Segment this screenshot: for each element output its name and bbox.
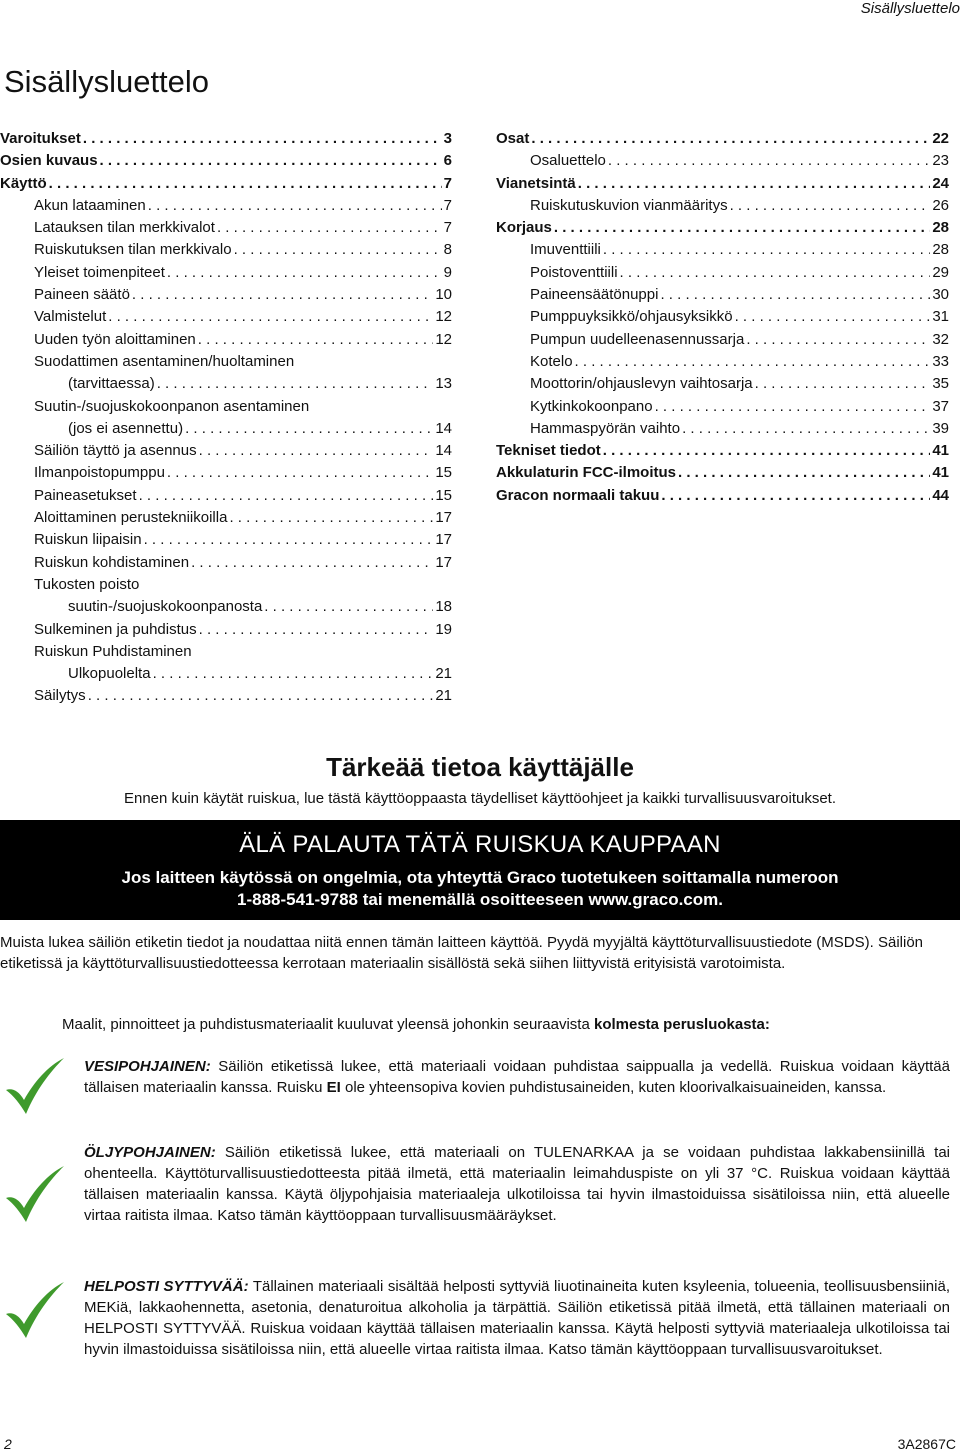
- toc-entry-page: 12: [435, 330, 452, 348]
- toc-dot-leader: [185, 418, 433, 440]
- toc-entry-title: Ulkopuolelta: [68, 665, 151, 683]
- checkmark-icon: [4, 1164, 66, 1226]
- toc-entry-page: 41: [932, 442, 949, 460]
- toc-dot-leader: [730, 195, 931, 217]
- category-label: VESIPOHJAINEN:: [84, 1058, 211, 1075]
- toc-entry-page: 39: [932, 419, 949, 437]
- toc-entry-page: 7: [443, 196, 452, 214]
- toc-dot-leader: [132, 284, 433, 306]
- toc-entry-page: 32: [932, 330, 949, 348]
- toc-entry-page: 7: [443, 219, 452, 237]
- msds-note: Muista lukea säiliön etiketin tiedot ja noudattaa niitä ennen tämän laitteen käyttöä. Pyydä myyjältä käyttöturvallisuustiedote (MSDS). Säiliön etiketissä ja käyttöturvallisuustiedotteessa kerrotaan materiaalin sisällöstä sekä siihen liittyvistä erityisistä varotoimista.: [0, 934, 923, 972]
- toc-entry-page: 19: [435, 620, 452, 638]
- category-body-2: ole yhteensopiva kovien puhdistusaineiden, kuten kloorivalkaisuaineiden, kanssa.: [340, 1079, 887, 1096]
- toc-dot-leader: [735, 306, 931, 328]
- toc-entry-title: Pumpun uudelleenasennussarja: [530, 330, 745, 348]
- toc-entry-page: 28: [932, 241, 949, 259]
- toc-entry-title: Hammaspyörän vaihto: [530, 419, 681, 437]
- toc-entry-page: 17: [435, 553, 452, 571]
- category-body-1: Säiliön etiketissä lukee, että materiaali voidaan puhdistaa saippualla ja vedellä. Ruiskua voidaan käyttää tällaisen materiaalin kanssa. Ruisku: [84, 1058, 950, 1096]
- toc-dot-leader: [661, 485, 930, 507]
- category-label: HELPOSTI SYTTYVÄÄ:: [84, 1278, 249, 1295]
- toc-entry[interactable]: [496, 128, 949, 150]
- toc-entry-title: Gracon normaali takuu: [496, 486, 660, 504]
- toc-entry[interactable]: [0, 262, 452, 284]
- toc-entry-title: Valmistelut: [34, 308, 107, 326]
- important-info-title: Tärkeää tietoa käyttäjälle: [326, 752, 634, 782]
- toc-entry-title: Poistoventtiili: [530, 263, 618, 281]
- toc-entry-title: Pumppuyksikkö/ohjausyksikkö: [530, 308, 733, 326]
- toc-entry-page: 8: [443, 241, 452, 259]
- toc-entry[interactable]: [496, 217, 949, 239]
- toc-dot-leader: [167, 262, 442, 284]
- toc-entry-title: Ruiskun liipaisin: [34, 531, 142, 549]
- toc-entry-title: Osien kuvaus: [0, 152, 98, 170]
- toc-dot-leader: [108, 306, 433, 328]
- toc-entry-page: 15: [435, 486, 452, 504]
- toc-entry-title: suutin-/suojuskokoonpanosta: [68, 598, 263, 616]
- toc-dot-leader: [199, 619, 434, 641]
- toc-entry[interactable]: [0, 641, 452, 663]
- toc-entry[interactable]: [0, 351, 452, 373]
- material-classes-intro: [62, 1014, 942, 1035]
- toc-entry-title: Osat: [496, 130, 530, 147]
- do-not-return-warning-box: [0, 820, 960, 920]
- toc-entry-page: 21: [435, 665, 452, 683]
- toc-entry-page: 3: [443, 130, 452, 147]
- toc-entry-title: (tarvittaessa): [68, 375, 155, 393]
- toc-entry-title: Kytkinkokoonpano: [530, 397, 653, 415]
- toc-entry[interactable]: [496, 418, 949, 440]
- category-bold: EI: [326, 1079, 341, 1096]
- toc-dot-leader: [157, 373, 434, 395]
- toc-entry-title: Vianetsintä: [496, 174, 576, 192]
- toc-entry-title: Suutin-/suojuskokoonpanon asentaminen: [34, 397, 310, 415]
- warning-line-2: 1-888-541-9788 tai menemällä osoitteeseen www.graco.com.: [237, 890, 723, 909]
- toc-entry-title: Latauksen tilan merkkivalot: [34, 219, 215, 237]
- toc-dot-leader: [575, 351, 931, 373]
- toc-entry[interactable]: [0, 239, 452, 261]
- toc-entry-title: Imuventtiili: [530, 241, 601, 259]
- toc-dot-leader: [167, 462, 433, 484]
- toc-entry[interactable]: [496, 373, 949, 395]
- toc-entry-page: 24: [932, 174, 949, 192]
- toc-dot-leader: [531, 128, 930, 150]
- checkmark-icon: [4, 1056, 66, 1118]
- toc-dot-leader: [620, 262, 931, 284]
- intro-text: Maalit, pinnoitteet ja puhdistusmateriaalit kuuluvat yleensä johonkin seuraavista: [62, 1016, 594, 1033]
- toc-entry[interactable]: [0, 552, 452, 574]
- category-label: ÖLJYPOHJAINEN:: [84, 1144, 216, 1161]
- toc-entry-title: Tukosten poisto: [34, 575, 140, 593]
- toc-entry-title: Paineasetukset: [34, 486, 137, 504]
- toc-entry-page: 22: [932, 130, 949, 147]
- toc-entry[interactable]: [0, 373, 452, 395]
- toc-entry-page: 6: [443, 152, 452, 170]
- toc-entry-title: Yleiset toimenpiteet: [34, 263, 165, 281]
- toc-entry[interactable]: [496, 462, 949, 484]
- category-body: Tällainen materiaali sisältää helposti syttyviä liuotinaineita kuten ksyleenia, tolueenia, teollisuusbensiiniä, MEKiä, lakkaohennetta, asetonia, denaturoitua alkoholia ja tärpättiä. Säiliön etiketissä pitää ilmetä, että tällainen materiaali on HELPOSTI SYTTYVÄÄ. Ruiskua voidaan käyttää tällaisen materiaalin kanssa. Käytä helposti syttyviä materiaaleja ulkotiloissa tai hyvin ilmastoiduissa sisätiloissa niin, että alueelle virtaa raitista ilmaa. Katso tämän käyttöoppaan turvallisuusvaroitukset.: [84, 1278, 950, 1358]
- toc-entry[interactable]: [496, 440, 949, 462]
- toc-entry-page: 26: [932, 196, 949, 214]
- toc-dot-leader: [198, 329, 434, 351]
- toc-dot-leader: [83, 128, 442, 150]
- toc-entry-page: 30: [932, 286, 949, 304]
- toc-dot-leader: [755, 373, 931, 395]
- toc-dot-leader: [153, 663, 434, 685]
- category-text: [84, 1142, 950, 1226]
- toc-entry-page: 10: [435, 286, 452, 304]
- toc-dot-leader: [264, 596, 433, 618]
- toc-entry-page: 35: [932, 375, 949, 393]
- toc-dot-leader: [578, 173, 931, 195]
- toc-entry[interactable]: [496, 396, 949, 418]
- toc-entry[interactable]: [0, 396, 452, 418]
- intro-bold: kolmesta perusluokasta:: [593, 1016, 770, 1033]
- toc-entry[interactable]: [0, 150, 452, 172]
- toc-dot-leader: [603, 239, 930, 261]
- toc-right-column: [496, 128, 949, 507]
- toc-dot-leader: [88, 685, 434, 707]
- toc-entry-page: 31: [932, 308, 949, 326]
- toc-entry[interactable]: [0, 596, 452, 618]
- toc-entry[interactable]: [0, 195, 452, 217]
- toc-entry-page: 29: [932, 263, 949, 281]
- toc-entry[interactable]: [0, 173, 452, 195]
- toc-entry[interactable]: [496, 262, 949, 284]
- toc-entry-page: 23: [932, 152, 949, 170]
- toc-entry[interactable]: [0, 306, 452, 328]
- toc-entry-page: 13: [435, 375, 452, 393]
- toc-dot-leader: [234, 239, 442, 261]
- toc-dot-leader: [191, 552, 433, 574]
- toc-entry[interactable]: [0, 329, 452, 351]
- toc-entry-page: 33: [932, 352, 949, 370]
- toc-dot-leader: [139, 485, 434, 507]
- toc-entry-title: Aloittaminen perustekniikoilla: [34, 509, 228, 527]
- toc-entry-page: 9: [443, 263, 452, 281]
- important-info-subtitle: Ennen kuin käytät ruiskua, lue tästä käyttöoppaasta täydelliset käyttöohjeet ja kaikki turvallisuusvaroitukset.: [123, 790, 837, 807]
- toc-entry-page: 7: [443, 174, 452, 192]
- toc-entry[interactable]: [0, 440, 452, 462]
- toc-entry[interactable]: [0, 663, 452, 685]
- toc-entry[interactable]: [496, 284, 949, 306]
- toc-entry[interactable]: [496, 150, 949, 172]
- category-text: [84, 1276, 950, 1360]
- category-body: Säiliön etiketissä lukee, että materiaali on TULENARKAA ja se voidaan puhdistaa lakkabensiinillä tai ohenteella. Käyttöturvallisuustiedotteesta pitää ilmetä, että materiaalin leimahduspiste on yli 37 °C. Ruiskua voidaan käyttää tällaisen materiaalin kanssa. Käytä öljypohjaisia materiaaleja ulkotiloissa tai hyvin ilmastoiduissa sisätiloissa niin, että alueelle virtaa raitista ilmaa. Katso tämän käyttöoppaan turvallisuusmääräykset.: [84, 1144, 950, 1224]
- toc-entry[interactable]: [0, 284, 452, 306]
- toc-entry-title: (jos ei asennettu): [68, 419, 184, 437]
- toc-entry-title: Osaluettelo: [530, 152, 606, 170]
- toc-entry[interactable]: [0, 217, 452, 239]
- toc-entry[interactable]: [0, 128, 452, 150]
- toc-entry[interactable]: [0, 418, 452, 440]
- warning-line-1: Jos laitteen käytössä on ongelmia, ota yhteyttä Graco tuotetukeen soittamalla numeroon: [121, 868, 839, 887]
- toc-entry-title: Akkulaturin FCC-ilmoitus: [496, 464, 677, 482]
- toc-dot-leader: [608, 150, 930, 172]
- toc-entry[interactable]: [496, 351, 949, 373]
- toc-entry-title: Paineen säätö: [34, 286, 130, 304]
- toc-entry-page: 28: [932, 219, 949, 237]
- toc-entry-page: 37: [932, 397, 949, 415]
- toc-entry-title: Ruiskutuksen tilan merkkivalo: [34, 241, 232, 259]
- toc-dot-leader: [554, 217, 930, 239]
- toc-dot-leader: [49, 173, 442, 195]
- toc-entry[interactable]: [0, 619, 452, 641]
- toc-dot-leader: [682, 418, 930, 440]
- toc-entry-title: Ruiskun Puhdistaminen: [34, 642, 192, 660]
- toc-dot-leader: [655, 396, 931, 418]
- toc-entry-page: 41: [932, 464, 949, 482]
- toc-entry-title: Akun lataaminen: [34, 196, 146, 214]
- toc-dot-leader: [603, 440, 931, 462]
- toc-entry-title: Uuden työn aloittaminen: [34, 330, 196, 348]
- toc-entry-title: Varoitukset: [0, 130, 81, 147]
- toc-entry-page: 18: [435, 598, 452, 616]
- toc-entry-title: Moottorin/ohjauslevyn vaihtosarja: [530, 375, 753, 393]
- footer-document-id: 3A2867C: [897, 1436, 956, 1452]
- toc-entry[interactable]: [0, 685, 452, 707]
- toc-entry[interactable]: [496, 485, 949, 507]
- running-header-title: Sisällysluettelo: [860, 0, 960, 17]
- toc-entry-title: Käyttö: [0, 174, 47, 192]
- toc-entry-page: 14: [435, 419, 452, 437]
- toc-dot-leader: [199, 440, 434, 462]
- toc-entry-page: 14: [435, 442, 452, 460]
- toc-entry[interactable]: [496, 329, 949, 351]
- toc-entry-title: Ruiskutuskuvion vianmääritys: [530, 196, 728, 214]
- toc-dot-leader: [229, 507, 433, 529]
- toc-dot-leader: [678, 462, 930, 484]
- toc-dot-leader: [746, 329, 930, 351]
- toc-entry[interactable]: [0, 574, 452, 596]
- toc-entry[interactable]: [496, 173, 949, 195]
- toc-entry-title: Paineensäätönuppi: [530, 286, 659, 304]
- toc-entry[interactable]: [0, 462, 452, 484]
- toc-entry-title: Suodattimen asentaminen/huoltaminen: [34, 352, 295, 370]
- toc-entry-title: Korjaus: [496, 219, 552, 237]
- toc-entry-page: 44: [932, 486, 949, 504]
- toc-left-column: [0, 128, 452, 708]
- toc-entry-title: Ilmanpoistopumppu: [34, 464, 165, 482]
- toc-entry-page: 12: [435, 308, 452, 326]
- toc-entry-page: 17: [435, 509, 452, 527]
- toc-entry-title: Ruiskun kohdistaminen: [34, 553, 190, 571]
- toc-entry[interactable]: [496, 239, 949, 261]
- toc-entry-title: Säilytys: [34, 687, 86, 705]
- toc-entry[interactable]: [0, 485, 452, 507]
- toc-dot-leader: [144, 529, 434, 551]
- category-text: [84, 1056, 950, 1098]
- toc-entry-title: Säiliön täyttö ja asennus: [34, 442, 197, 460]
- toc-dot-leader: [660, 284, 930, 306]
- toc-entry[interactable]: [496, 306, 949, 328]
- toc-entry-page: 21: [435, 687, 452, 705]
- toc-dot-leader: [148, 195, 442, 217]
- toc-entry[interactable]: [0, 529, 452, 551]
- toc-dot-leader: [100, 150, 442, 172]
- toc-entry-title: Sulkeminen ja puhdistus: [34, 620, 197, 638]
- toc-entry-page: 17: [435, 531, 452, 549]
- toc-entry[interactable]: [0, 507, 452, 529]
- page-title: Sisällysluettelo: [4, 64, 210, 99]
- toc-dot-leader: [217, 217, 442, 239]
- toc-entry-title: Tekniset tiedot: [496, 442, 601, 460]
- checkmark-icon: [4, 1280, 66, 1342]
- toc-entry-title: Kotelo: [530, 352, 573, 370]
- footer-page-number: 2: [4, 1436, 12, 1452]
- warning-title: ÄLÄ PALAUTA TÄTÄ RUISKUA KAUPPAAN: [239, 831, 721, 858]
- toc-entry[interactable]: [496, 195, 949, 217]
- toc-entry-page: 15: [435, 464, 452, 482]
